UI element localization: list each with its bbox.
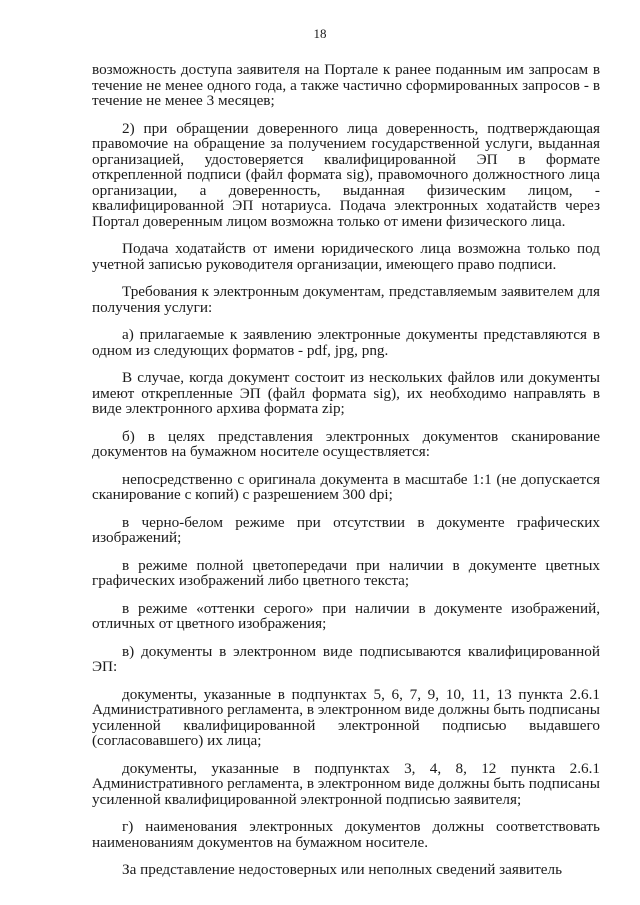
paragraph-scan-color: в режиме полной цветопередачи при наличии в документе цветных графических изображений либо цветного текста; [92,556,600,589]
paragraph-scan-bw: в черно-белом режиме при отсутствии в документе графических изображений; [92,513,600,546]
paragraph-scan-grayscale: в режиме «оттенки серого» при наличии в документе изображений, отличных от цветного изображения; [92,599,600,632]
paragraph-portal-access: возможность доступа заявителя на Портале к ранее поданным им запросам в течение не менее одного года, а также частично сформированных запросов - в течение не менее 3 месяцев; [92,61,600,109]
document-body [92,62,600,890]
paragraph-formats: а) прилагаемые к заявлению электронные документы представляются в одном из следующих форматов - pdf, jpg, png. [92,326,600,359]
paragraph-signature-applicant: документы, указанные в подпунктах 3, 4, 8, 12 пункта 2.6.1 Административного регламента, в электронном виде должны быть подписаны усиленной квалифицированной электронной подписью заявителя; [92,759,600,808]
paragraph-signature-intro: в) документы в электронном виде подписываются квалифицированной ЭП: [92,642,600,675]
paragraph-document-names: г) наименования электронных документов должны соответствовать наименованиям документов на бумажном носителе. [92,818,600,851]
paragraph-scanning-intro: б) в целях представления электронных документов сканирование документов на бумажном носителе осуществляется: [92,427,600,460]
paragraph-proxy-authority: 2) при обращении доверенного лица доверенность, подтверждающая правомочие на обращение за получением государственной услуги, выданная организацией, удостоверяется квалифицированной ЭП в формате открепленной подписи (файл формата sig), правомочного должностного лица организации, а доверенность, выданная физическим лицом, - квалифицированной ЭП нотариуса. Подача электронных ходатайств через Портал доверенным лицом возможна только от имени физического лица. [92,119,600,230]
paragraph-liability: За представление недостоверных или неполных сведений заявитель [122,861,563,878]
paragraph-signature-issuer: документы, указанные в подпунктах 5, 6, 7, 9, 10, 11, 13 пункта 2.6.1 Административного регламента, в электронном виде должны быть подписаны усиленной квалифицированной электронной подписью выдавшего (согласовавшего) их лица; [92,685,600,749]
paragraph-requirements-intro: Требования к электронным документам, представляемым заявителем для получения услуги: [92,283,600,316]
paragraph-zip-archive: В случае, когда документ состоит из нескольких файлов или документы имеют открепленные ЭП (файл формата sig), их необходимо направлять в виде электронного архива формата zip; [92,369,600,417]
paragraph-legal-entity: Подача ходатайств от имени юридического лица возможна только под учетной записью руководителя организации, имеющего право подписи. [92,240,600,273]
paragraph-scan-original: непосредственно с оригинала документа в масштабе 1:1 (не допускается сканирование с копий) с разрешением 300 dpi; [92,470,600,503]
page-number: 18 [313,26,327,41]
